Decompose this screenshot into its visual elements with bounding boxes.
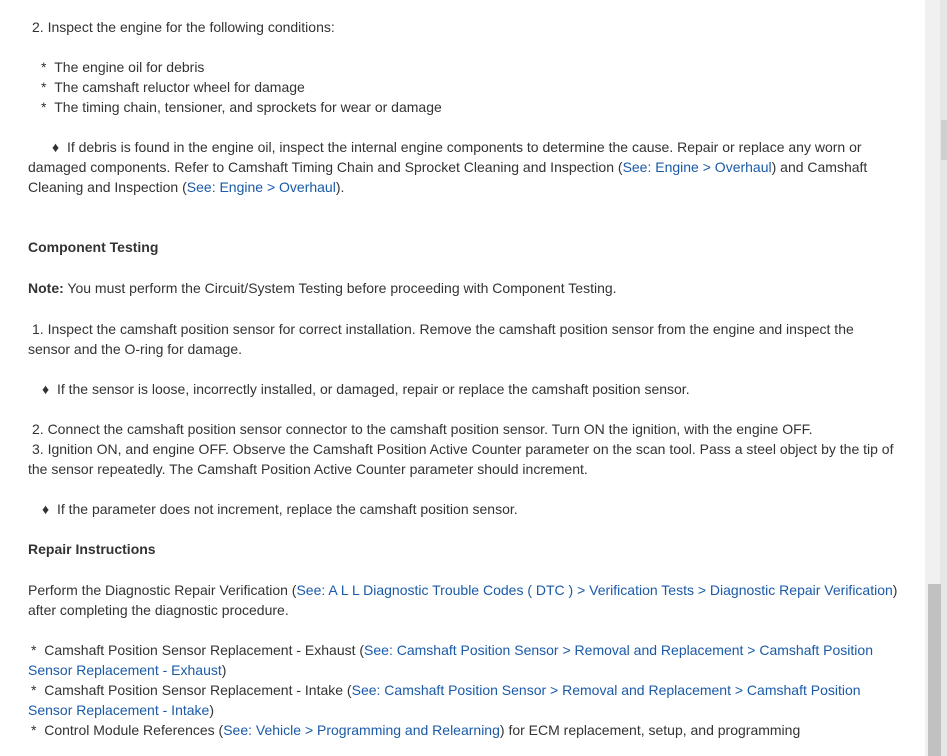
vertical-scrollbar-thumb[interactable]: [928, 584, 941, 756]
condition-item: [41, 97, 442, 117]
repair-text: ): [221, 662, 227, 678]
engine-overhaul-link[interactable]: See: Engine > Overhaul: [186, 179, 336, 195]
debris-text: damaged components. Refer to Camshaft Timing Chain and Sprocket Cleaning and Inspection (: [28, 159, 623, 175]
diamond-bullet-icon: ♦: [42, 501, 50, 517]
asterisk-bullet: *: [41, 59, 47, 75]
programming-relearning-link[interactable]: See: Vehicle > Programming and Relearning: [223, 722, 500, 738]
repair-text: Control Module References (: [44, 722, 224, 738]
repair-text: Camshaft Position Sensor Replacement - Intake (: [44, 682, 352, 698]
component-step-3-line1: 3. Ignition ON, and engine OFF. Observe the Camshaft Position Active Counter parameter on the scan tool. Pass a steel object by the tip of: [32, 441, 894, 457]
component-step-3-line2: the sensor repeatedly. The Camshaft Position Active Counter parameter should increment.: [28, 461, 588, 477]
condition-text: The engine oil for debris: [54, 59, 205, 75]
component-step-1-line1: 1. Inspect the camshaft position sensor for correct installation. Remove the camshaft position sensor from the engine and inspect the: [32, 321, 854, 337]
repair-item-intake-cont: [28, 700, 214, 720]
repair-item-exhaust-cont: [28, 660, 226, 680]
outer-scrollbar-track[interactable]: [940, 0, 947, 756]
bullet-text: If the parameter does not increment, replace the camshaft position sensor.: [56, 501, 518, 517]
repair-verification-line2: after completing the diagnostic procedure.: [28, 602, 289, 618]
asterisk-bullet: *: [31, 642, 37, 658]
debris-text: If debris is found in the engine oil, inspect the internal engine components to determine the cause. Repair or replace any worn or: [66, 139, 862, 155]
component-testing-heading: Component Testing: [28, 239, 159, 255]
condition-item: [41, 57, 204, 77]
repair-text: Camshaft Position Sensor Replacement - Exhaust (: [44, 642, 365, 658]
debris-text: ).: [335, 179, 345, 195]
condition-item: [41, 77, 305, 97]
exhaust-sensor-replacement-link[interactable]: Sensor Replacement - Exhaust: [28, 662, 222, 678]
diamond-bullet-icon: ♦: [42, 381, 50, 397]
repair-instructions-heading: Repair Instructions: [28, 541, 156, 557]
asterisk-bullet: *: [31, 682, 37, 698]
repair-text: ) for ECM replacement, setup, and programming: [499, 722, 801, 738]
debris-note-line3: [28, 177, 344, 197]
note-label: Note:: [28, 280, 64, 296]
asterisk-bullet: *: [41, 79, 47, 95]
asterisk-bullet: *: [31, 722, 37, 738]
outer-scrollbar-thumb[interactable]: [941, 120, 947, 160]
engine-overhaul-link[interactable]: See: Engine > Overhaul: [622, 159, 772, 175]
component-step-2: 2. Connect the camshaft position sensor connector to the camshaft position sensor. Turn ON the ignition, with the engine OFF.: [32, 421, 813, 437]
repair-text: Perform the Diagnostic Repair Verification (: [28, 582, 297, 598]
component-step-1-line2: sensor and the O-ring for damage.: [28, 341, 243, 357]
exhaust-sensor-replacement-link[interactable]: See: Camshaft Position Sensor > Removal and Replacement > Camshaft Position: [364, 642, 873, 658]
bullet-text: If the sensor is loose, incorrectly installed, or damaged, repair or replace the camshaft position sensor.: [56, 381, 690, 397]
component-testing-note: [28, 278, 617, 298]
debris-note-line1: [52, 137, 862, 157]
repair-item-exhaust: [31, 640, 873, 660]
diamond-bullet-icon: ♦: [52, 139, 60, 155]
step-2-inspect-engine: 2. Inspect the engine for the following conditions:: [32, 19, 335, 35]
parameter-bullet: [42, 499, 518, 519]
debris-text: ) and Camshaft: [771, 159, 868, 175]
repair-text: ): [892, 582, 898, 598]
repair-verification-line1: [28, 580, 897, 600]
repair-item-control-module: [31, 720, 800, 740]
note-text: You must perform the Circuit/System Testing before proceeding with Component Testing.: [63, 280, 617, 296]
diagnostic-repair-verification-link[interactable]: See: A L L Diagnostic Trouble Codes ( DTC ) > Verification Tests > Diagnostic Repair Verification: [296, 582, 893, 598]
repair-text: ): [209, 702, 214, 718]
intake-sensor-replacement-link[interactable]: Sensor Replacement - Intake: [28, 702, 210, 718]
debris-note-line2: [28, 157, 867, 177]
asterisk-bullet: *: [41, 99, 47, 115]
condition-text: The camshaft reluctor wheel for damage: [54, 79, 305, 95]
sensor-loose-bullet: [42, 379, 690, 399]
intake-sensor-replacement-link[interactable]: See: Camshaft Position Sensor > Removal and Replacement > Camshaft Position: [351, 682, 861, 698]
repair-item-intake: [31, 680, 861, 700]
debris-text: Cleaning and Inspection (: [28, 179, 187, 195]
condition-text: The timing chain, tensioner, and sprockets for wear or damage: [54, 99, 442, 115]
